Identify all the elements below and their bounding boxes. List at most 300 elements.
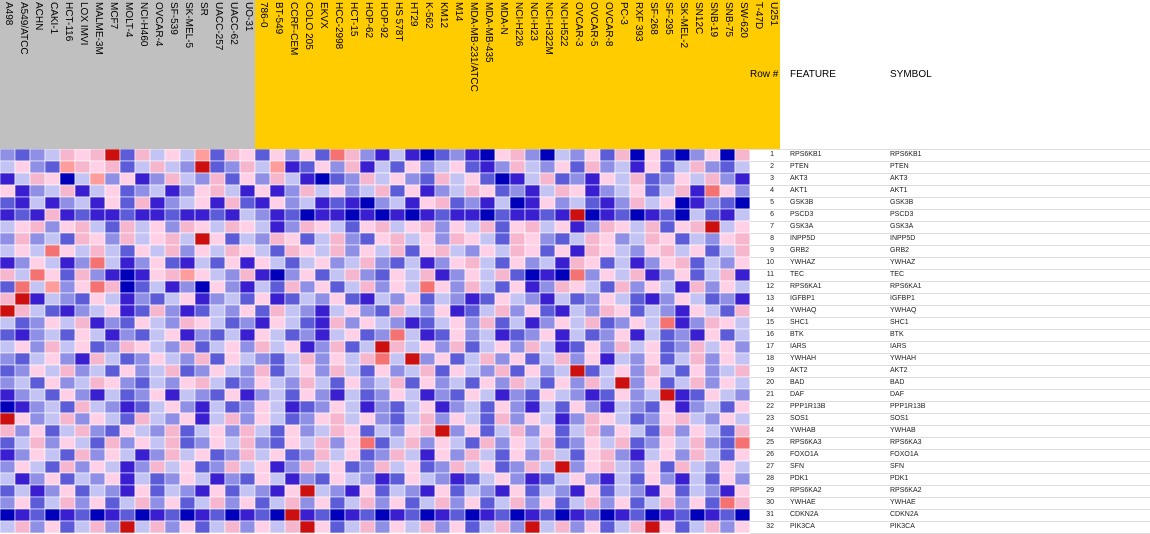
heatmap-cell — [630, 389, 645, 401]
heatmap-cell — [45, 473, 60, 485]
heatmap-cell — [180, 257, 195, 269]
heatmap-cell — [0, 221, 15, 233]
heatmap-cell — [555, 293, 570, 305]
heatmap-cell — [45, 353, 60, 365]
heatmap-cell — [120, 473, 135, 485]
heatmap-cell — [525, 449, 540, 461]
heatmap-cell — [0, 185, 15, 197]
heatmap-cell — [705, 437, 720, 449]
heatmap-cell — [150, 305, 165, 317]
column-label-text: HCT-15 — [348, 2, 359, 37]
row-symbol: AKT3 — [890, 175, 908, 182]
heatmap-cell — [105, 257, 120, 269]
column-label — [585, 2, 600, 147]
heatmap-cell — [615, 461, 630, 473]
heatmap-cell — [480, 209, 495, 221]
heatmap-cell — [390, 413, 405, 425]
column-label — [195, 2, 210, 147]
heatmap-cell — [30, 329, 45, 341]
heatmap-cell — [285, 149, 300, 161]
heatmap-cell — [405, 449, 420, 461]
heatmap-cell — [165, 497, 180, 509]
heatmap-cell — [450, 173, 465, 185]
heatmap-cell — [570, 449, 585, 461]
heatmap-cell — [240, 521, 255, 533]
heatmap-cell — [270, 185, 285, 197]
heatmap-cell — [390, 329, 405, 341]
heatmap-cell — [210, 437, 225, 449]
heatmap-cell — [255, 461, 270, 473]
heatmap-cell — [360, 257, 375, 269]
heatmap-cell — [630, 329, 645, 341]
heatmap-cell — [75, 245, 90, 257]
heatmap-cell — [345, 377, 360, 389]
row-symbol: PDK1 — [890, 475, 909, 482]
heatmap-cell — [120, 341, 135, 353]
row-number: 5 — [770, 199, 774, 206]
heatmap-cell — [480, 317, 495, 329]
heatmap-cell — [105, 497, 120, 509]
row-feature: SOS1 — [790, 415, 809, 422]
heatmap-cell — [315, 353, 330, 365]
heatmap-cell — [465, 269, 480, 281]
heatmap-cell — [330, 245, 345, 257]
heatmap-cell — [480, 329, 495, 341]
heatmap-cell — [360, 341, 375, 353]
heatmap-cell — [705, 401, 720, 413]
heatmap-cell — [120, 509, 135, 521]
heatmap-cell — [420, 473, 435, 485]
heatmap-cell — [180, 485, 195, 497]
heatmap-cell — [720, 329, 735, 341]
column-label — [225, 2, 240, 147]
heatmap-cell — [525, 413, 540, 425]
heatmap-cell — [270, 485, 285, 497]
heatmap-cell — [720, 221, 735, 233]
column-label — [480, 2, 495, 147]
heatmap-cell — [285, 185, 300, 197]
heatmap-cell — [270, 281, 285, 293]
heatmap-cell — [240, 449, 255, 461]
heatmap-cell — [270, 233, 285, 245]
heatmap-cell — [0, 377, 15, 389]
heatmap-cell — [360, 221, 375, 233]
heatmap-cell — [270, 377, 285, 389]
heatmap-cell — [660, 425, 675, 437]
heatmap-cell — [75, 209, 90, 221]
heatmap-cell — [135, 161, 150, 173]
heatmap-cell — [420, 197, 435, 209]
heatmap-cell — [390, 317, 405, 329]
heatmap-cell — [240, 185, 255, 197]
heatmap-cell — [15, 413, 30, 425]
heatmap-cell — [615, 281, 630, 293]
heatmap-cell — [555, 185, 570, 197]
heatmap-cell — [255, 293, 270, 305]
heatmap-cell — [60, 233, 75, 245]
column-label — [495, 2, 510, 147]
heatmap-cell — [585, 401, 600, 413]
heatmap-cell — [255, 425, 270, 437]
heatmap-cell — [465, 437, 480, 449]
heatmap-cell — [45, 521, 60, 533]
column-label — [405, 2, 420, 147]
heatmap-cell — [135, 305, 150, 317]
heatmap-cell — [390, 305, 405, 317]
heatmap-cell — [540, 521, 555, 533]
heatmap-cell — [570, 209, 585, 221]
heatmap-cell — [630, 269, 645, 281]
heatmap-cell — [360, 509, 375, 521]
heatmap-cell — [60, 245, 75, 257]
heatmap-cell — [150, 209, 165, 221]
table-row — [750, 233, 1150, 245]
heatmap-cell — [225, 173, 240, 185]
column-label — [165, 2, 180, 147]
heatmap-cell — [300, 473, 315, 485]
heatmap-cell — [240, 269, 255, 281]
row-feature: SHC1 — [790, 319, 809, 326]
heatmap-cell — [720, 149, 735, 161]
heatmap-cell — [660, 209, 675, 221]
heatmap-cell — [345, 305, 360, 317]
heatmap-cell — [360, 521, 375, 533]
heatmap-cell — [180, 425, 195, 437]
heatmap-cell — [90, 425, 105, 437]
heatmap-cell — [315, 281, 330, 293]
heatmap-cell — [720, 509, 735, 521]
heatmap-cell — [435, 329, 450, 341]
heatmap-cell — [180, 305, 195, 317]
heatmap-cell — [75, 233, 90, 245]
heatmap-cell — [45, 209, 60, 221]
heatmap-cell — [15, 149, 30, 161]
heatmap-cell — [375, 401, 390, 413]
row-symbol: SFN — [890, 463, 904, 470]
heatmap-cell — [615, 377, 630, 389]
heatmap-cell — [240, 221, 255, 233]
heatmap-cell — [525, 521, 540, 533]
heatmap-cell — [90, 437, 105, 449]
heatmap-cell — [270, 413, 285, 425]
heatmap-cell — [330, 209, 345, 221]
heatmap-cell — [210, 389, 225, 401]
heatmap-cell — [585, 245, 600, 257]
heatmap-cell — [135, 293, 150, 305]
heatmap-cell — [45, 389, 60, 401]
heatmap-cell — [720, 281, 735, 293]
heatmap-cell — [165, 413, 180, 425]
heatmap-cell — [705, 353, 720, 365]
table-row — [750, 377, 1150, 389]
row-symbol: YWHAB — [890, 427, 916, 434]
heatmap-cell — [660, 149, 675, 161]
heatmap-cell — [45, 305, 60, 317]
heatmap-cell — [675, 341, 690, 353]
heatmap-cell — [465, 173, 480, 185]
heatmap-cell — [480, 221, 495, 233]
column-label-text: MDA-MB-435 — [483, 2, 494, 63]
heatmap-cell — [600, 197, 615, 209]
heatmap-cell — [705, 317, 720, 329]
heatmap-cell — [660, 173, 675, 185]
heatmap-cell — [30, 437, 45, 449]
heatmap-cell — [270, 461, 285, 473]
row-symbol: YWHAZ — [890, 259, 916, 266]
table-row — [750, 317, 1150, 329]
row-feature: PIK3CA — [790, 523, 815, 530]
heatmap-cell — [585, 341, 600, 353]
heatmap-cell — [555, 377, 570, 389]
heatmap-cell — [615, 413, 630, 425]
heatmap-cell — [240, 365, 255, 377]
table-row — [750, 281, 1150, 293]
heatmap-cell — [315, 221, 330, 233]
heatmap-cell — [600, 149, 615, 161]
heatmap-cell — [585, 437, 600, 449]
heatmap-cell — [345, 293, 360, 305]
heatmap-cell — [135, 401, 150, 413]
heatmap-cell — [570, 425, 585, 437]
heatmap-cell — [435, 341, 450, 353]
heatmap-cell — [360, 197, 375, 209]
heatmap-cell — [255, 485, 270, 497]
heatmap-cell — [525, 257, 540, 269]
heatmap-cell — [30, 497, 45, 509]
heatmap-cell — [300, 509, 315, 521]
column-label-text: M14 — [453, 2, 464, 22]
heatmap-cell — [75, 269, 90, 281]
column-label — [345, 2, 360, 147]
heatmap-cell — [600, 365, 615, 377]
heatmap-cell — [315, 485, 330, 497]
heatmap-cell — [735, 365, 750, 377]
heatmap-cell — [270, 161, 285, 173]
heatmap-cell — [555, 365, 570, 377]
heatmap-cell — [510, 413, 525, 425]
heatmap-cell — [705, 377, 720, 389]
heatmap-cell — [540, 461, 555, 473]
heatmap-cell — [105, 377, 120, 389]
heatmap-cell — [525, 497, 540, 509]
column-label-text: OVCAR-8 — [603, 2, 614, 47]
heatmap-cell — [270, 449, 285, 461]
row-number: 10 — [766, 259, 774, 266]
heatmap-cell — [600, 293, 615, 305]
heatmap-cell — [330, 425, 345, 437]
column-label — [255, 2, 270, 147]
heatmap-cell — [510, 185, 525, 197]
heatmap-cell — [375, 413, 390, 425]
heatmap-cell — [495, 173, 510, 185]
column-label-text: UO-31 — [243, 2, 254, 32]
heatmap-cell — [165, 317, 180, 329]
heatmap-cell — [300, 461, 315, 473]
heatmap-cell — [525, 377, 540, 389]
heatmap-cell — [510, 521, 525, 533]
heatmap-cell — [495, 521, 510, 533]
heatmap-cell — [270, 437, 285, 449]
row-feature: INPP5D — [790, 235, 816, 242]
column-label-text: U251 — [768, 2, 779, 26]
column-label-text: CCRF-CEM — [288, 2, 299, 56]
heatmap-cell — [285, 461, 300, 473]
heatmap-cell — [540, 377, 555, 389]
column-label-text: SR — [198, 2, 209, 16]
heatmap-cell — [330, 317, 345, 329]
heatmap-cell — [510, 161, 525, 173]
heatmap-cell — [360, 425, 375, 437]
heatmap-cell — [315, 449, 330, 461]
heatmap-cell — [675, 389, 690, 401]
heatmap-cell — [240, 317, 255, 329]
heatmap-cell — [735, 173, 750, 185]
heatmap-cell — [600, 269, 615, 281]
heatmap-cell — [465, 365, 480, 377]
heatmap-cell — [210, 209, 225, 221]
heatmap-cell — [360, 233, 375, 245]
heatmap-cell — [525, 341, 540, 353]
heatmap-cell — [165, 173, 180, 185]
heatmap-cell — [375, 521, 390, 533]
heatmap-cell — [705, 473, 720, 485]
heatmap-cell — [60, 269, 75, 281]
heatmap-cell — [270, 521, 285, 533]
heatmap-cell — [405, 389, 420, 401]
heatmap-cell — [390, 365, 405, 377]
row-number: 30 — [766, 499, 774, 506]
table-row — [750, 197, 1150, 209]
heatmap-cell — [345, 353, 360, 365]
heatmap-cell — [30, 425, 45, 437]
heatmap-cell — [630, 185, 645, 197]
heatmap-cell — [90, 281, 105, 293]
heatmap-cell — [720, 413, 735, 425]
heatmap-cell — [195, 461, 210, 473]
heatmap-cell — [705, 257, 720, 269]
row-feature: AKT3 — [790, 175, 808, 182]
heatmap-cell — [195, 293, 210, 305]
heatmap-cell — [210, 245, 225, 257]
heatmap-cell — [675, 149, 690, 161]
heatmap-cell — [345, 425, 360, 437]
column-label — [705, 2, 720, 147]
row-number: 28 — [766, 475, 774, 482]
heatmap-cell — [495, 509, 510, 521]
heatmap-cell — [255, 233, 270, 245]
heatmap-cell — [285, 521, 300, 533]
heatmap-cell — [465, 473, 480, 485]
heatmap-cell — [525, 149, 540, 161]
heatmap-cell — [510, 221, 525, 233]
heatmap-cell — [30, 161, 45, 173]
heatmap-cell — [60, 437, 75, 449]
heatmap-cell — [660, 485, 675, 497]
heatmap-cell — [345, 365, 360, 377]
heatmap-cell — [75, 425, 90, 437]
heatmap-cell — [135, 425, 150, 437]
heatmap-cell — [585, 269, 600, 281]
heatmap-cell — [345, 497, 360, 509]
row-number: 22 — [766, 403, 774, 410]
heatmap-cell — [570, 461, 585, 473]
heatmap-cell — [300, 425, 315, 437]
heatmap-cell — [270, 149, 285, 161]
heatmap-cell — [570, 281, 585, 293]
heatmap-cell — [60, 281, 75, 293]
heatmap-cell — [165, 269, 180, 281]
heatmap-cell — [420, 437, 435, 449]
heatmap-cell — [90, 305, 105, 317]
column-label-text: OVCAR-5 — [588, 2, 599, 47]
row-number: 31 — [766, 511, 774, 518]
heatmap-cell — [615, 509, 630, 521]
heatmap-cell — [420, 365, 435, 377]
heatmap-cell — [375, 353, 390, 365]
heatmap-cell — [630, 509, 645, 521]
heatmap-cell — [345, 401, 360, 413]
heatmap-cell — [105, 485, 120, 497]
heatmap-cell — [405, 209, 420, 221]
heatmap-cell — [345, 413, 360, 425]
heatmap-cell — [735, 209, 750, 221]
heatmap-cell — [495, 389, 510, 401]
heatmap-cell — [330, 401, 345, 413]
heatmap-cell — [435, 377, 450, 389]
heatmap-cell — [540, 353, 555, 365]
heatmap-cell — [405, 509, 420, 521]
heatmap-cell — [180, 185, 195, 197]
heatmap-cell — [600, 473, 615, 485]
heatmap-cell — [300, 437, 315, 449]
heatmap-cell — [585, 413, 600, 425]
heatmap-cell — [480, 449, 495, 461]
column-label — [210, 2, 225, 147]
heatmap-cell — [405, 281, 420, 293]
heatmap-cell — [720, 353, 735, 365]
heatmap-cell — [225, 233, 240, 245]
heatmap-cell — [570, 233, 585, 245]
heatmap-cell — [435, 305, 450, 317]
heatmap-cell — [660, 257, 675, 269]
heatmap-cell — [60, 377, 75, 389]
heatmap-cell — [180, 173, 195, 185]
column-label-text: MDA-N — [498, 2, 509, 35]
heatmap-cell — [255, 341, 270, 353]
heatmap-cell — [345, 281, 360, 293]
heatmap-cell — [495, 209, 510, 221]
heatmap-cell — [45, 161, 60, 173]
heatmap-cell — [360, 161, 375, 173]
heatmap-cell — [465, 197, 480, 209]
heatmap-cell — [675, 437, 690, 449]
heatmap-cell — [405, 149, 420, 161]
heatmap-cell — [135, 257, 150, 269]
heatmap-cell — [480, 341, 495, 353]
heatmap-cell — [735, 257, 750, 269]
heatmap-cell — [150, 473, 165, 485]
heatmap-cell — [90, 485, 105, 497]
heatmap-cell — [90, 353, 105, 365]
heatmap-cell — [585, 221, 600, 233]
row-number: 17 — [766, 343, 774, 350]
heatmap-cell — [135, 341, 150, 353]
heatmap-cell — [375, 281, 390, 293]
heatmap-cell — [15, 401, 30, 413]
heatmap-cell — [675, 257, 690, 269]
heatmap-cell — [360, 401, 375, 413]
heatmap-cell — [360, 149, 375, 161]
